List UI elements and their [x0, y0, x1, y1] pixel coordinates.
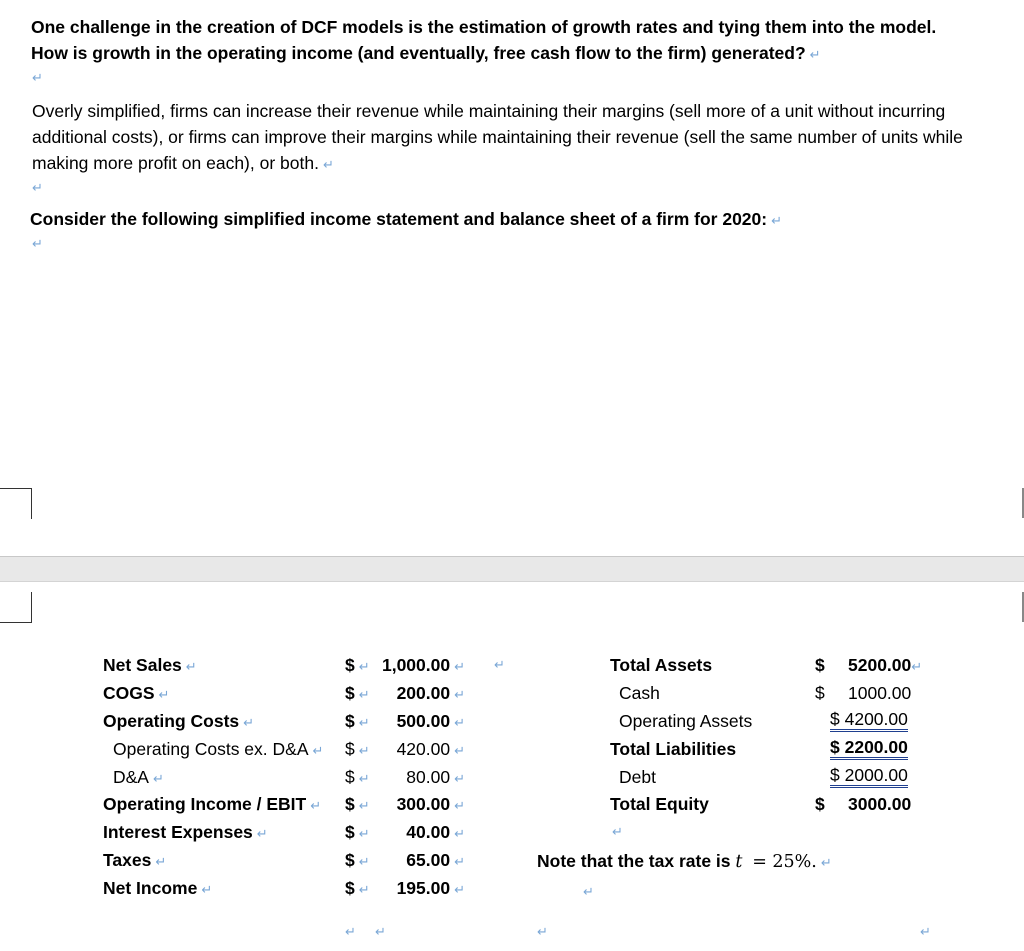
- is-currency: $ ↵: [345, 711, 370, 731]
- is-currency: $ ↵: [345, 794, 370, 814]
- body-paragraph-text: Overly simplified, firms can increase their revenue while maintaining their margins (sell more of a unit without incurring additional costs), or firms can improve their margins while maintaining their revenue (sell the same number of units while making more profit on each), or both.: [32, 101, 963, 173]
- paragraph-mark-icon: ↵: [32, 70, 43, 85]
- is-value-cogs: 200.00 ↵: [396, 683, 465, 703]
- tax-rate-note: [537, 848, 832, 876]
- bs-value-operating-assets: $ 4200.00: [830, 707, 908, 731]
- bs-label-debt: Debt: [619, 767, 656, 787]
- page-corner-marker: [0, 488, 32, 519]
- bs-currency: $: [815, 794, 825, 814]
- is-currency: $ ↵: [345, 683, 370, 703]
- paragraph-mark-icon: ↵: [612, 824, 623, 839]
- bs-label-total-liabilities: Total Liabilities: [610, 739, 737, 759]
- paragraph-mark-icon: ↵: [32, 180, 43, 195]
- page-corner-marker: [0, 592, 32, 623]
- is-value-da: 80.00 ↵: [406, 767, 465, 787]
- intro-line-1: One challenge in the creation of DCF models is the estimation of growth rates and tying them into the model.: [31, 17, 937, 37]
- is-value-operating-costs: 500.00 ↵: [396, 711, 465, 731]
- paragraph-mark-icon: ↵: [322, 157, 334, 172]
- tax-note-prefix: Note that the tax rate is: [537, 851, 731, 871]
- paragraph-mark-icon: ↵: [583, 884, 594, 899]
- is-label-operating-costs-ex-da: Operating Costs ex. D&A ↵: [113, 739, 324, 759]
- paragraph-mark-icon: ↵: [375, 924, 386, 939]
- bs-value-cash: 1000.00: [848, 683, 912, 703]
- is-label-ebit: Operating Income / EBIT ↵: [103, 794, 322, 814]
- is-label-taxes: Taxes ↵: [103, 850, 167, 870]
- paragraph-mark-icon: ↵: [537, 924, 548, 939]
- is-currency: $ ↵: [345, 655, 370, 675]
- is-value-net-income: 195.00 ↵: [396, 878, 465, 898]
- paragraph-mark-icon: ↵: [32, 236, 43, 251]
- consider-text: Consider the following simplified income statement and balance sheet of a firm for 2020:: [30, 209, 768, 229]
- is-currency: $ ↵: [345, 739, 370, 759]
- is-currency: $ ↵: [345, 850, 370, 870]
- is-label-operating-costs: Operating Costs ↵: [103, 711, 255, 731]
- is-label-da: D&A ↵: [113, 767, 164, 787]
- is-label-net-income: Net Income ↵: [103, 878, 213, 898]
- paragraph-mark-icon: ↵: [771, 213, 782, 228]
- bs-currency: $: [815, 655, 825, 675]
- is-currency: $ ↵: [345, 767, 370, 787]
- bs-value-total-equity: 3000.00: [848, 794, 912, 814]
- bs-label-total-equity: Total Equity: [610, 794, 709, 814]
- is-label-interest: Interest Expenses ↵: [103, 822, 268, 842]
- bs-label-total-assets: Total Assets: [610, 655, 713, 675]
- is-value-taxes: 65.00 ↵: [406, 850, 465, 870]
- tax-rate-value: = 25%.: [752, 852, 817, 872]
- is-label-cogs: COGS ↵: [103, 683, 170, 703]
- bs-currency: $: [815, 683, 825, 703]
- paragraph-mark-icon: ↵: [494, 657, 505, 672]
- is-currency: $ ↵: [345, 822, 370, 842]
- tax-variable: t: [735, 852, 743, 872]
- consider-heading: [30, 206, 782, 234]
- is-value-net-sales: 1,000.00 ↵: [381, 655, 465, 675]
- bs-label-operating-assets: Operating Assets: [619, 711, 753, 731]
- intro-paragraph: [31, 14, 1011, 68]
- paragraph-mark-icon: ↵: [345, 924, 356, 939]
- paragraph-mark-icon: ↵: [920, 924, 931, 939]
- bs-value-total-assets: 5200.00↵: [848, 655, 923, 675]
- body-paragraph: [32, 98, 992, 178]
- bs-value-debt: $ 2000.00: [830, 763, 908, 787]
- is-value-interest: 40.00 ↵: [406, 822, 465, 842]
- is-currency: $ ↵: [345, 878, 370, 898]
- paragraph-mark-icon: ↵: [820, 855, 832, 870]
- is-value-ebit: 300.00 ↵: [396, 794, 465, 814]
- bs-value-total-liabilities: $ 2200.00: [830, 735, 908, 759]
- bs-label-cash: Cash: [619, 683, 660, 703]
- paragraph-mark-icon: ↵: [809, 47, 821, 62]
- is-value-operating-costs-ex-da: 420.00 ↵: [396, 739, 465, 759]
- intro-line-2: How is growth in the operating income (and eventually, free cash flow to the firm) generated?: [31, 43, 806, 63]
- is-label-net-sales: Net Sales ↵: [103, 655, 197, 675]
- page-break-divider: [0, 556, 1024, 582]
